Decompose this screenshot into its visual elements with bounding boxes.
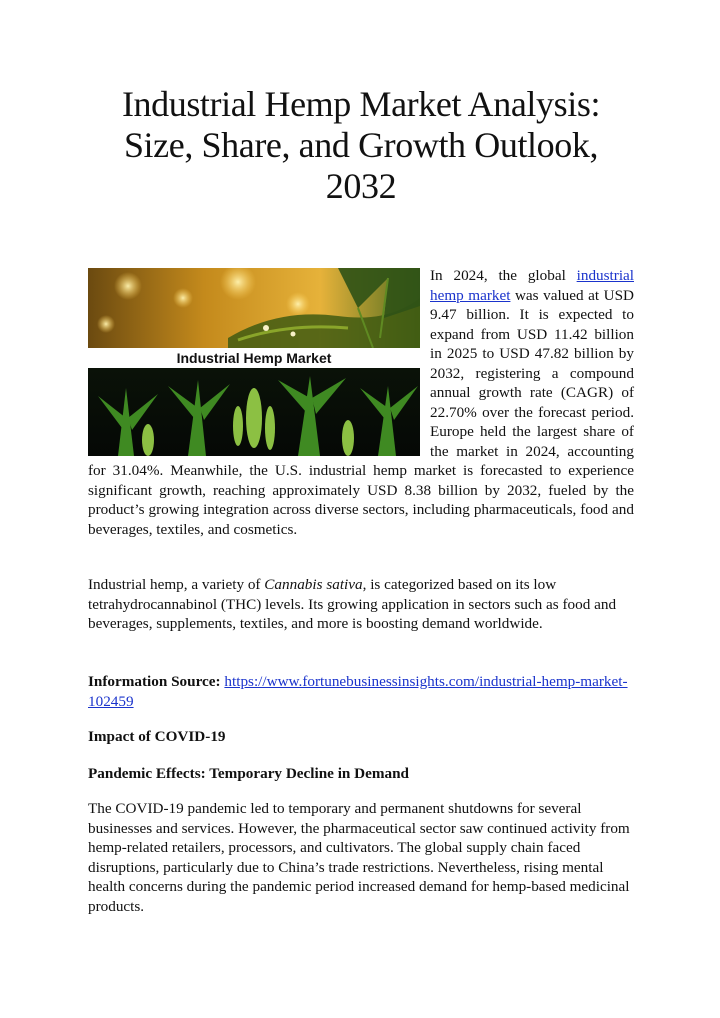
intro-paragraph bbox=[88, 266, 634, 539]
industrial-hemp-market-link[interactable]: industrial hemp market bbox=[430, 267, 634, 304]
intro-text-after: was valued at USD 9.47 billion. It is expected to expand from USD 11.42 billion in 2025 to USD 47.82 billion by 2032, registering a compound annual growth rate (CAGR) of 22.70% over the forecast period. Europe held the largest share of the market in 2024, accounting for 31.04%. Meanwhile, the U.S. industrial hemp market is forecasted to experience significant growth, reaching approximately USD 8.38 billion by 2032, fueled by the product’s growing integration across diverse sectors, including pharmaceuticals, food and beverages, textiles, and cosmetics. bbox=[88, 286, 634, 538]
covid-heading: Impact of COVID-19 bbox=[88, 728, 226, 745]
source-url-link[interactable]: https://www.fortunebusinessinsights.com/industrial-hemp-market-102459 bbox=[88, 673, 628, 710]
source-label: Information Source: bbox=[88, 673, 221, 690]
thc-text-after: , is categorized based on its low tetrahydrocannabinol (THC) levels. Its growing application in sectors such as food and beverages, supplements, textiles, and more is boosting demand worldwide. bbox=[88, 576, 617, 632]
figure-caption: Industrial Hemp Market bbox=[88, 348, 420, 368]
information-source bbox=[88, 672, 634, 711]
pandemic-effects-heading: Pandemic Effects: Temporary Decline in Demand bbox=[88, 765, 410, 782]
thc-paragraph bbox=[88, 575, 628, 634]
hemp-market-figure bbox=[88, 268, 420, 456]
page-title: Industrial Hemp Market Analysis: Size, Share, and Growth Outlook, 2032 bbox=[121, 84, 601, 206]
species-name: Cannabis sativa bbox=[264, 576, 363, 593]
intro-text-before: In 2024, the global bbox=[430, 267, 577, 284]
covid-paragraph: The COVID-19 pandemic led to temporary and permanent shutdowns for several businesses and services. However, the pharmaceutical sector saw continued activity from hemp-related retailers, processors, and cultivators. The global supply chain faced disruptions, particularly due to China’s trade restrictions. Nevertheless, rising mental health concerns during the pandemic period increased demand for hemp-based medicinal products. bbox=[88, 800, 630, 915]
thc-text-before: Industrial hemp, a variety of bbox=[88, 576, 265, 593]
